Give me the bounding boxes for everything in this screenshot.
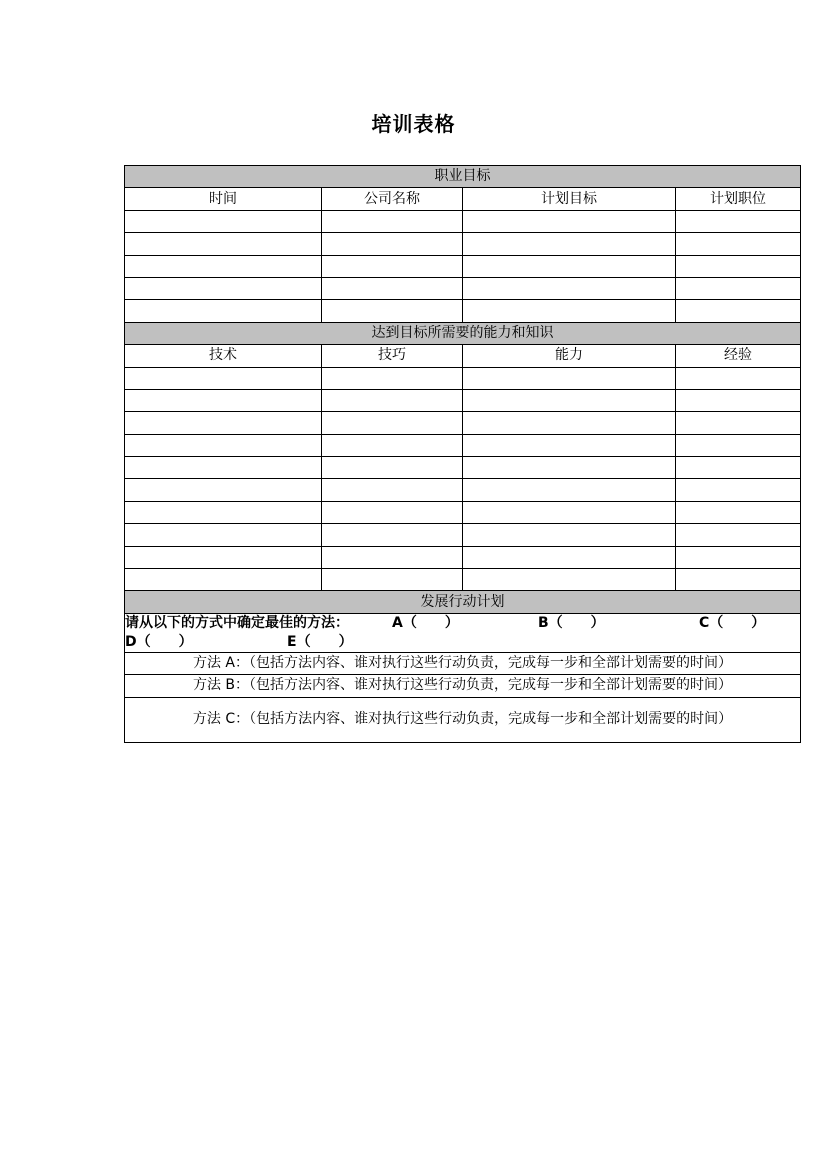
option-b[interactable]: B（ ） bbox=[538, 614, 605, 631]
career-row bbox=[125, 277, 801, 299]
table-cell[interactable] bbox=[463, 479, 676, 501]
table-cell[interactable] bbox=[463, 389, 676, 411]
method-b-label: 方法 B：（包括方法内容、谁对执行这些行动负责，完成每一步和全部计划需要的时间） bbox=[192, 677, 733, 694]
skills-row bbox=[125, 546, 801, 568]
table-cell[interactable] bbox=[322, 524, 463, 546]
table-cell[interactable] bbox=[125, 524, 322, 546]
table-cell[interactable] bbox=[676, 277, 801, 299]
header-plan-position: 计划职位 bbox=[676, 188, 801, 210]
table-cell[interactable] bbox=[125, 457, 322, 479]
table-cell[interactable] bbox=[676, 524, 801, 546]
table-cell[interactable] bbox=[463, 524, 676, 546]
table-cell[interactable] bbox=[125, 389, 322, 411]
table-cell[interactable] bbox=[322, 434, 463, 456]
table-cell[interactable] bbox=[676, 479, 801, 501]
table-cell[interactable] bbox=[125, 367, 322, 389]
skills-row bbox=[125, 412, 801, 434]
skills-row bbox=[125, 569, 801, 591]
table-cell[interactable] bbox=[463, 457, 676, 479]
header-technique: 技巧 bbox=[322, 345, 463, 367]
table-cell[interactable] bbox=[676, 457, 801, 479]
table-cell[interactable] bbox=[322, 233, 463, 255]
skills-row bbox=[125, 434, 801, 456]
header-technology: 技术 bbox=[125, 345, 322, 367]
skills-row bbox=[125, 457, 801, 479]
table-cell[interactable] bbox=[676, 233, 801, 255]
section-development-plan: 发展行动计划 bbox=[125, 591, 801, 613]
skills-row bbox=[125, 367, 801, 389]
instruction-text: 请从以下的方式中确定最佳的方法： bbox=[125, 614, 349, 631]
method-c-box[interactable] bbox=[125, 697, 801, 742]
method-selection-instruction bbox=[125, 613, 801, 652]
skills-row bbox=[125, 524, 801, 546]
table-cell[interactable] bbox=[322, 255, 463, 277]
training-form-table bbox=[124, 165, 801, 743]
table-cell[interactable] bbox=[463, 367, 676, 389]
career-header-row bbox=[125, 188, 801, 210]
table-cell[interactable] bbox=[125, 569, 322, 591]
table-cell[interactable] bbox=[322, 457, 463, 479]
table-cell[interactable] bbox=[676, 255, 801, 277]
table-cell[interactable] bbox=[463, 255, 676, 277]
method-c-label: 方法 C：（包括方法内容、谁对执行这些行动负责，完成每一步和全部计划需要的时间） bbox=[192, 711, 733, 728]
table-cell[interactable] bbox=[676, 569, 801, 591]
table-cell[interactable] bbox=[125, 546, 322, 568]
table-cell[interactable] bbox=[322, 300, 463, 322]
section-required-abilities: 达到目标所需要的能力和知识 bbox=[125, 322, 801, 344]
table-cell[interactable] bbox=[322, 479, 463, 501]
method-a-box[interactable] bbox=[125, 652, 801, 674]
table-cell[interactable] bbox=[322, 501, 463, 523]
table-cell[interactable] bbox=[676, 210, 801, 232]
career-row bbox=[125, 255, 801, 277]
header-experience: 经验 bbox=[676, 345, 801, 367]
table-cell[interactable] bbox=[463, 434, 676, 456]
table-cell[interactable] bbox=[322, 277, 463, 299]
table-cell[interactable] bbox=[322, 546, 463, 568]
table-cell[interactable] bbox=[322, 367, 463, 389]
method-a-label: 方法 A：（包括方法内容、谁对执行这些行动负责，完成每一步和全部计划需要的时间） bbox=[192, 655, 733, 671]
option-d[interactable]: D（ ） bbox=[125, 633, 193, 650]
table-cell[interactable] bbox=[676, 434, 801, 456]
career-row bbox=[125, 210, 801, 232]
skills-row bbox=[125, 389, 801, 411]
table-cell[interactable] bbox=[125, 210, 322, 232]
option-c[interactable]: C（ ） bbox=[699, 614, 766, 631]
header-plan-goal: 计划目标 bbox=[463, 188, 676, 210]
table-cell[interactable] bbox=[676, 412, 801, 434]
career-row bbox=[125, 233, 801, 255]
table-cell[interactable] bbox=[322, 412, 463, 434]
table-cell[interactable] bbox=[676, 367, 801, 389]
table-cell[interactable] bbox=[125, 300, 322, 322]
option-a[interactable]: A（ ） bbox=[392, 614, 459, 631]
table-cell[interactable] bbox=[463, 546, 676, 568]
table-cell[interactable] bbox=[125, 479, 322, 501]
header-ability: 能力 bbox=[463, 345, 676, 367]
option-e[interactable]: E（ ） bbox=[287, 633, 353, 650]
page-title: 培训表格 bbox=[371, 112, 456, 136]
table-cell[interactable] bbox=[676, 389, 801, 411]
table-cell[interactable] bbox=[322, 389, 463, 411]
table-cell[interactable] bbox=[463, 277, 676, 299]
table-cell[interactable] bbox=[463, 412, 676, 434]
table-cell[interactable] bbox=[463, 210, 676, 232]
section-career-goals: 职业目标 bbox=[125, 166, 801, 188]
table-cell[interactable] bbox=[125, 412, 322, 434]
table-cell[interactable] bbox=[125, 277, 322, 299]
table-cell[interactable] bbox=[676, 300, 801, 322]
table-cell[interactable] bbox=[463, 569, 676, 591]
method-b-box[interactable] bbox=[125, 675, 801, 697]
header-time: 时间 bbox=[125, 188, 322, 210]
table-cell[interactable] bbox=[125, 501, 322, 523]
table-cell[interactable] bbox=[676, 501, 801, 523]
table-cell[interactable] bbox=[676, 546, 801, 568]
table-cell[interactable] bbox=[463, 233, 676, 255]
skills-row bbox=[125, 501, 801, 523]
skills-header-row bbox=[125, 345, 801, 367]
table-cell[interactable] bbox=[463, 501, 676, 523]
career-row bbox=[125, 300, 801, 322]
header-company-name: 公司名称 bbox=[322, 188, 463, 210]
table-cell[interactable] bbox=[322, 210, 463, 232]
skills-row bbox=[125, 479, 801, 501]
table-cell[interactable] bbox=[322, 569, 463, 591]
table-cell[interactable] bbox=[463, 300, 676, 322]
table-cell[interactable] bbox=[125, 434, 322, 456]
table-cell[interactable] bbox=[125, 233, 322, 255]
table-cell[interactable] bbox=[125, 255, 322, 277]
